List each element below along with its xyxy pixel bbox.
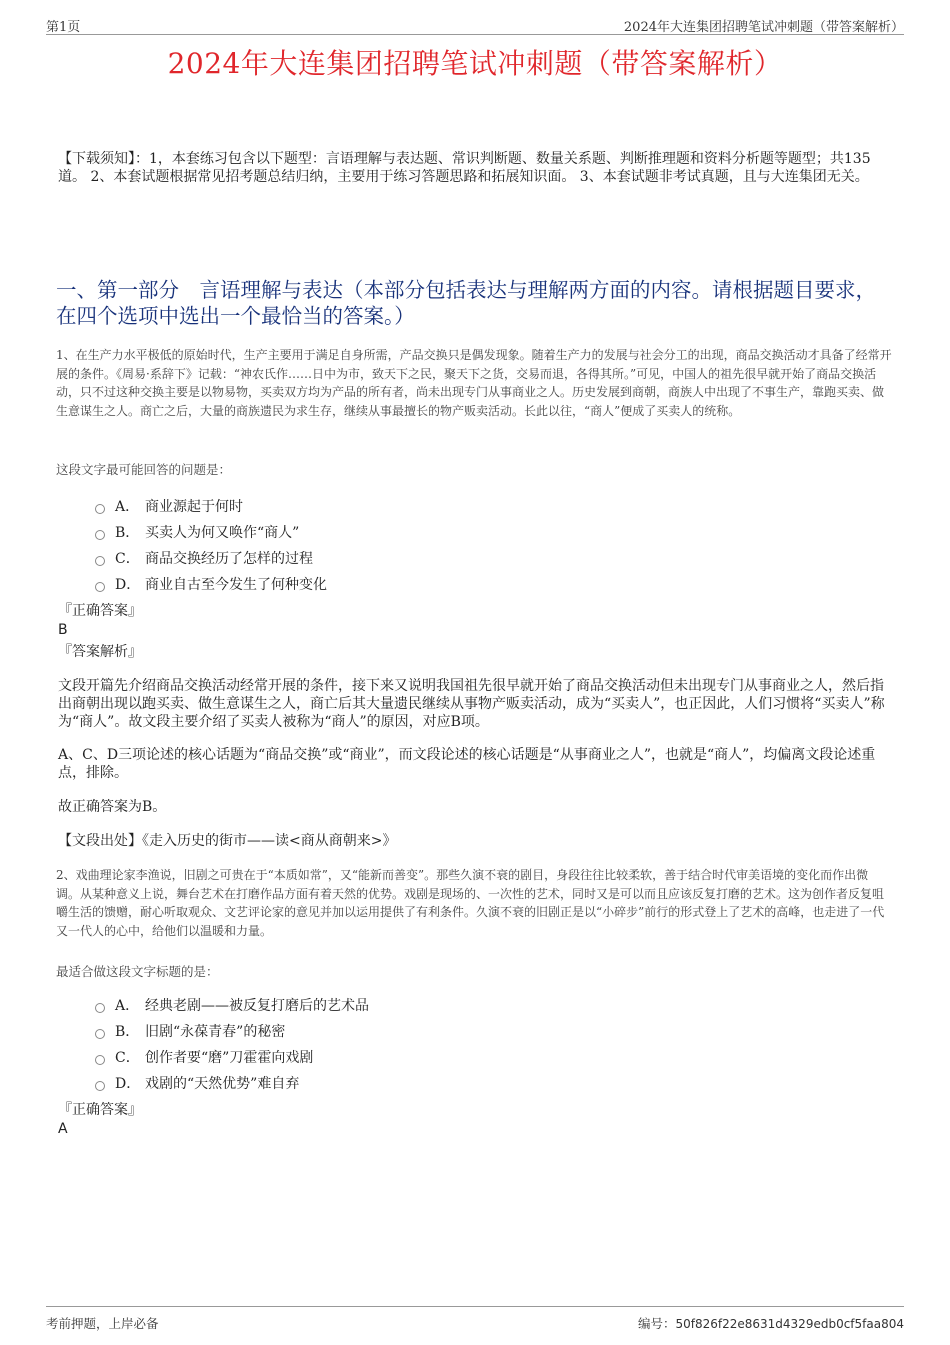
question-2-option-d[interactable]: D． 戏剧的“天然优势”难自弃 — [95, 1070, 369, 1096]
radio-icon[interactable] — [95, 556, 105, 566]
question-2-answer-label: 『正确答案』 — [58, 1102, 142, 1118]
question-1-analysis-para-1: 文段开篇先介绍商品交换活动经常开展的条件，接下来又说明我国祖先很早就开始了商品交换活动但未出现专门从事商业之人，然后指出商朝出现以跑买卖、做生意谋生之人，商亡后其大量遗民继续从事物产贩卖活动，成为“买卖人”，也正因此，人们习惯将“买卖人”称为“商人”。故文段主要介绍了买卖人被称为“商人”的原因，对应B项。 — [58, 678, 885, 730]
header-doc-title: 2024年大连集团招聘笔试冲刺题（带答案解析） — [623, 20, 904, 35]
radio-icon[interactable] — [95, 1003, 105, 1013]
document-title: 2024年大连集团招聘笔试冲刺题（带答案解析） — [167, 47, 783, 80]
question-2-option-a[interactable]: A． 经典老剧——被反复打磨后的艺术品 — [95, 992, 369, 1018]
question-1-answer: B — [58, 622, 68, 638]
radio-icon[interactable] — [95, 1081, 105, 1091]
radio-icon[interactable] — [95, 1029, 105, 1039]
question-1-option-c[interactable]: C． 商品交换经历了怎样的过程 — [95, 545, 327, 571]
question-1-option-d[interactable]: D． 商业自古至今发生了何种变化 — [95, 571, 327, 597]
download-notice: 【下载须知】：1，本套练习包含以下题型：言语理解与表达题、常识判断题、数量关系题、判断推理题和资料分析题等题型；共135道。 2、本套试题根据常见招考题总结归纳，主要用于练习答题思路和拓展知识面。 3、本套试题非考试真题，且与大连集团无关。 — [58, 151, 871, 185]
section-title: 一、第一部分 言语理解与表达（本部分包括表达与理解两方面的内容。请根据题目要求，在四个选项中选出一个最恰当的答案。） — [56, 278, 876, 328]
question-1-options — [95, 493, 327, 597]
question-1-source: 【文段出处】《走入历史的街市——读<商从商朝来>》 — [58, 833, 397, 849]
question-1-option-a[interactable]: A． 商业源起于何时 — [95, 493, 327, 519]
question-1-prompt: 这段文字最可能回答的问题是： — [56, 462, 232, 477]
radio-icon[interactable] — [95, 1055, 105, 1065]
question-1-option-b[interactable]: B． 买卖人为何又唤作“商人” — [95, 519, 327, 545]
page-footer — [46, 1306, 904, 1329]
question-2-prompt: 最适合做这段文字标题的是： — [56, 964, 219, 979]
question-1-text: 1、在生产力水平极低的原始时代，生产主要用于满足自身所需，产品交换只是偶发现象。随着生产力的发展与社会分工的出现，商品交换活动才具备了经常开展的条件。《周易·系辞下》记载：“神农氏作……日中为市，致天下之民，聚天下之货，交易而退，各得其所。”可见，中国人的祖先很早就开始了商品交换活动，只不过这种交换主要是以物易物，买卖双方均为产品的所有者，尚未出现专门从事商业之人。历史发展到商朝，商族人中出现了不事生产，靠跑买卖、做生意谋生之人。商亡之后，大量的商族遗民为求生存，继续从事最擅长的物产贩卖活动。长此以往，“商人”便成了买卖人的统称。 — [56, 348, 892, 418]
page-number: 第1页 — [46, 20, 81, 35]
footer-slogan: 考前押题，上岸必备 — [46, 1316, 159, 1331]
footer-code: 编号：50f826f22e8631d4329edb0cf5faa804 — [637, 1316, 904, 1331]
question-2-answer: A — [58, 1121, 68, 1137]
question-2-option-b[interactable]: B． 旧剧“永葆青春”的秘密 — [95, 1018, 369, 1044]
radio-icon[interactable] — [95, 504, 105, 514]
question-1-analysis-label: 『答案解析』 — [58, 644, 142, 660]
question-2-options — [95, 992, 369, 1096]
question-1-answer-label: 『正确答案』 — [58, 603, 142, 619]
radio-icon[interactable] — [95, 530, 105, 540]
page-header — [46, 14, 904, 35]
question-2-option-c[interactable]: C． 创作者要“磨”刀霍霍向戏剧 — [95, 1044, 369, 1070]
question-1-analysis-para-3: 故正确答案为B。 — [58, 799, 167, 815]
radio-icon[interactable] — [95, 582, 105, 592]
question-2-text: 2、戏曲理论家李渔说，旧剧之可贵在于“本质如常”，又“能新而善变”。那些久演不衰的剧目，身段往往比较柔软，善于结合时代审美语境的变化而作出微调。从某种意义上说，舞台艺术在打磨作品方面有着天然的优势。戏剧是现场的、一次性的艺术，同时又是可以而且应该反复打磨的艺术。这为创作者反复咀嚼生活的馈赠，耐心听取观众、文艺评论家的意见并加以运用提供了有利条件。久演不衰的旧剧正是以“小碎步”前行的形式登上了艺术的高峰，也走进了一代又一代人的心中，给他们以温暖和力量。 — [56, 868, 885, 938]
question-1-analysis-para-2: A、C、D三项论述的核心话题为“商品交换”或“商业”，而文段论述的核心话题是“从事商业之人”，也就是“商人”，均偏离文段论述重点，排除。 — [58, 747, 876, 781]
